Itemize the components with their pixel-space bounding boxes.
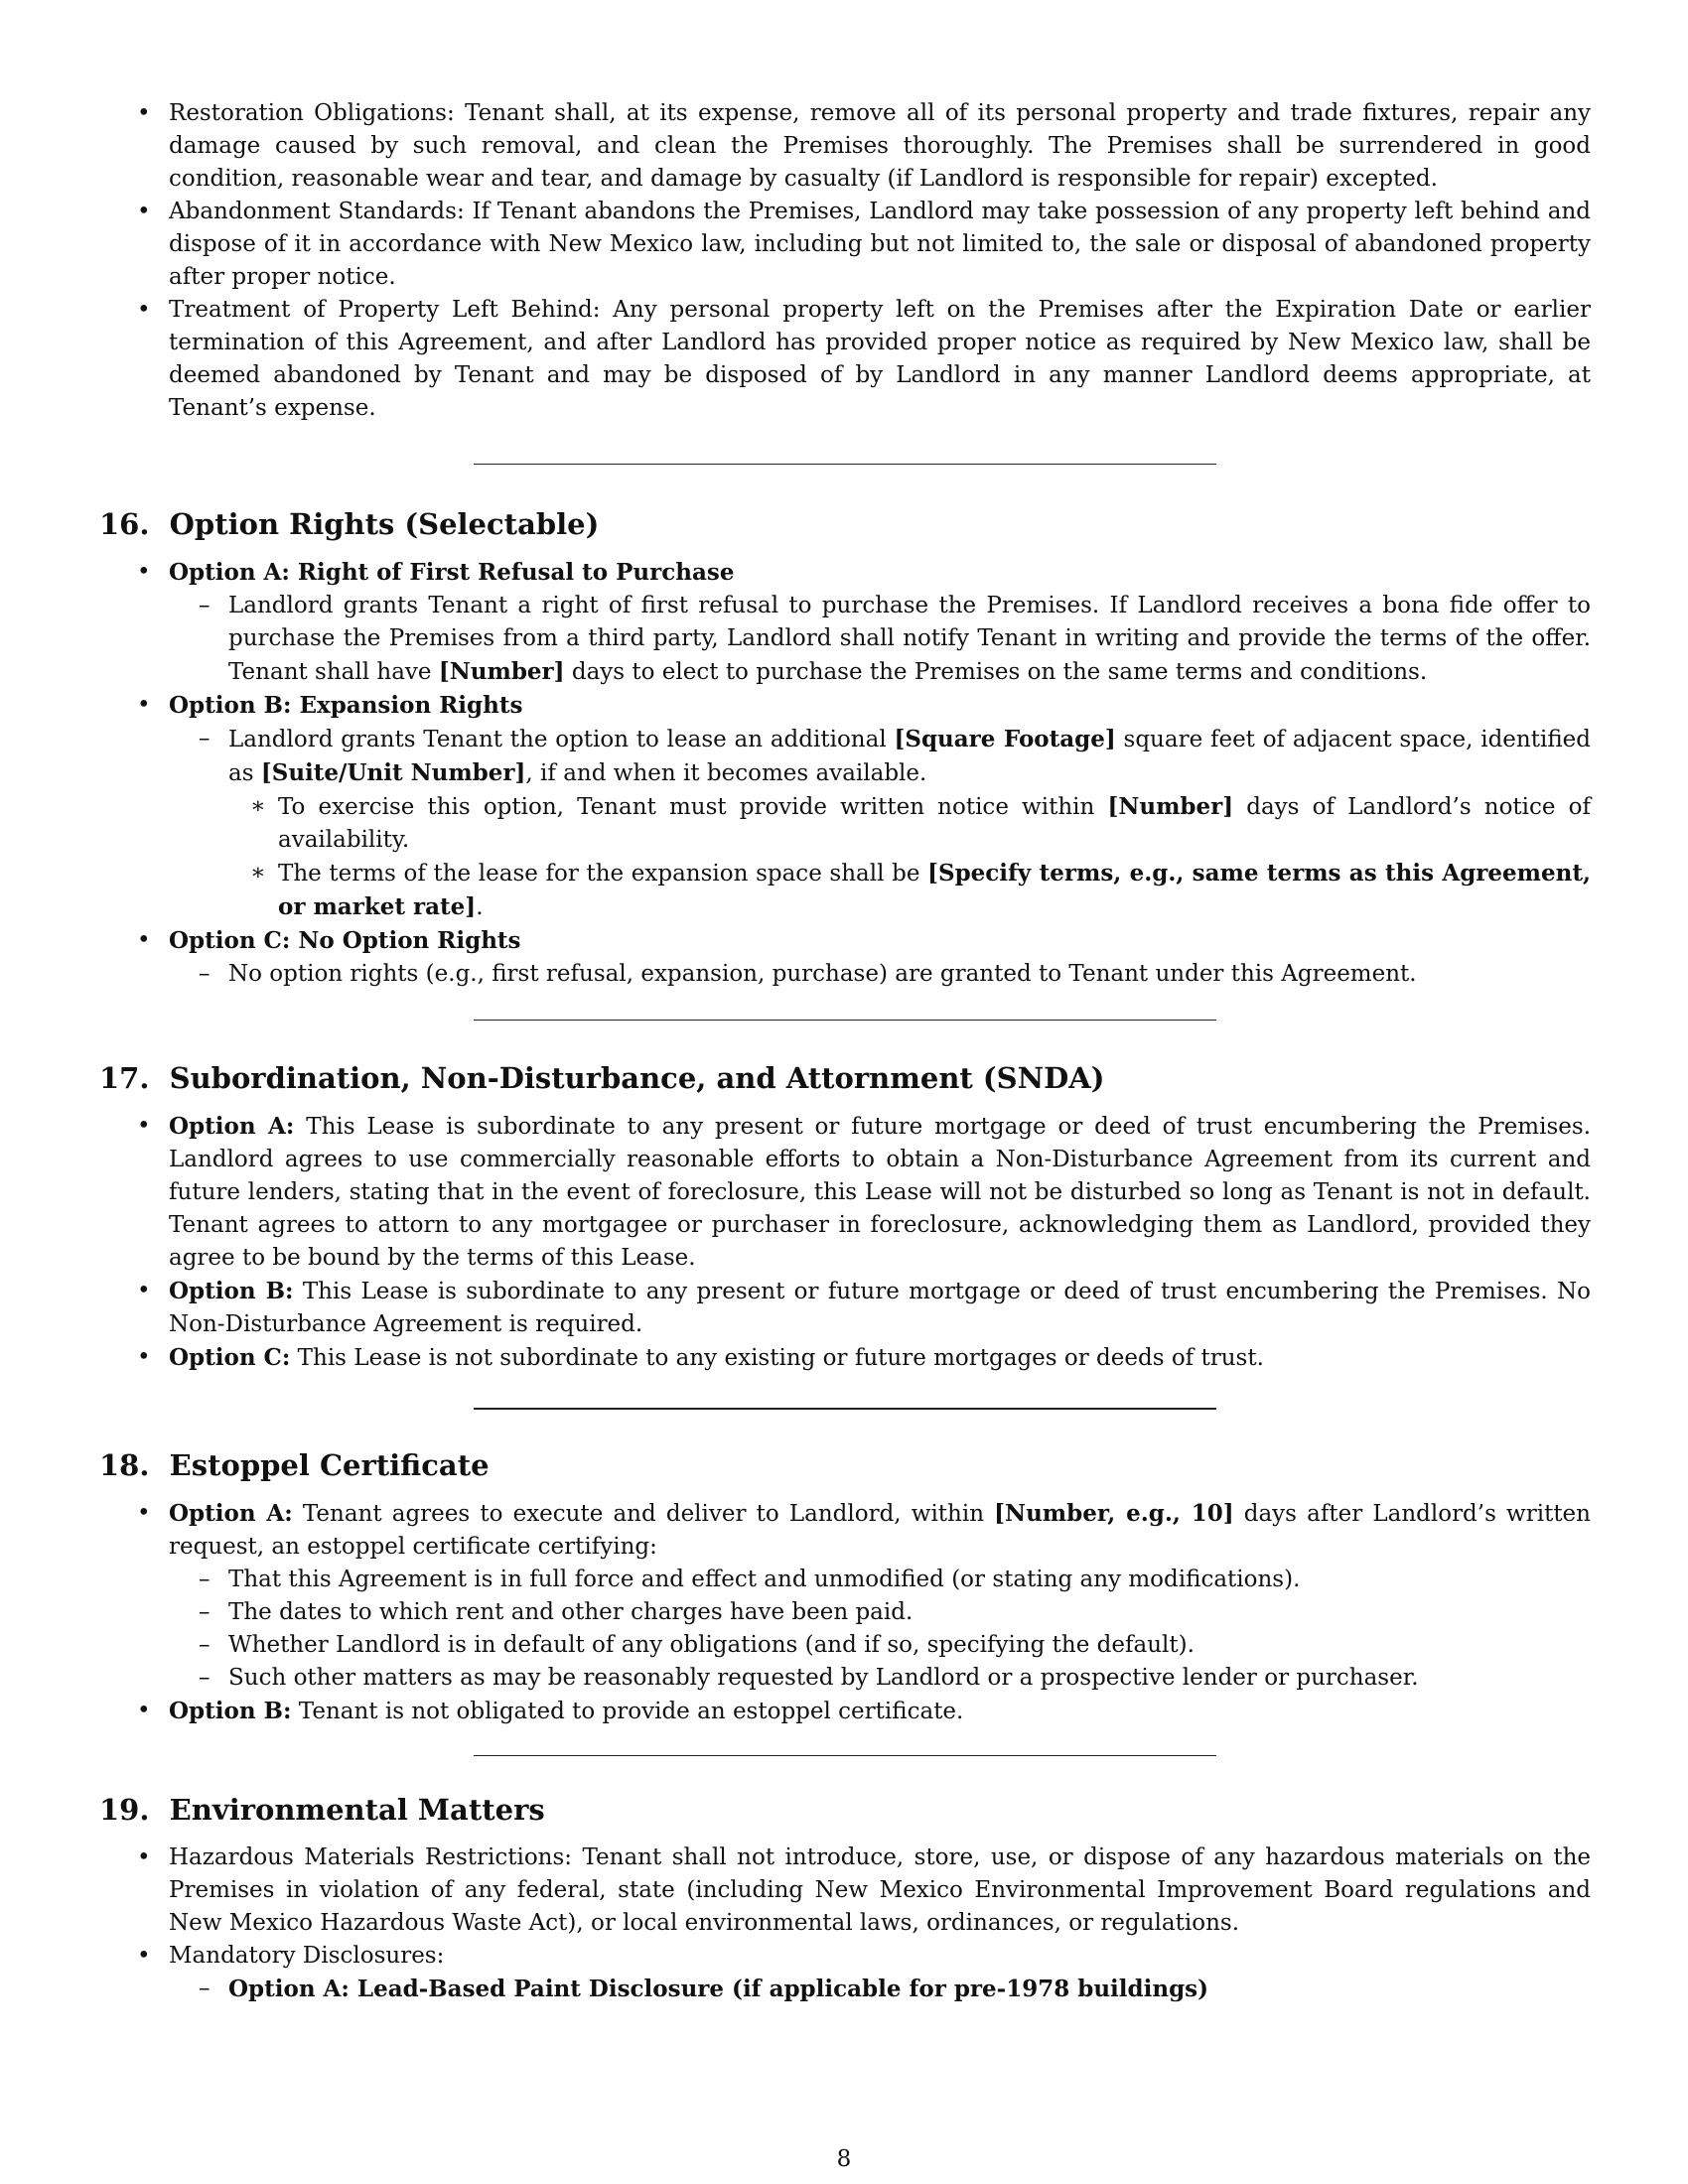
item-text: If Tenant abandons the Premises, Landlord may take possession of any property left behind and dispose of it in accordance with New Mexico law, including but not limited to, the sale or disposal of abandoned property after proper notice. (169, 199, 1591, 290)
text-run: days to elect to purchase the Premises on the same terms and conditions. (564, 659, 1428, 685)
option-label: Option A: Right of First Refusal to Purchase (169, 559, 735, 586)
option-label: Option B: Expansion Rights (169, 692, 523, 719)
item-lead: Restoration Obligations: (169, 100, 455, 126)
document-page (99, 97, 1591, 2006)
option-item (99, 924, 1591, 991)
option-sublist (169, 1973, 1591, 2006)
section-heading (99, 1445, 1591, 1485)
text-run: , if and when it becomes available. (525, 760, 927, 786)
text-run: days of Landlord’s notice of availability. (278, 794, 1591, 853)
section-title-text: Estoppel Certificate (169, 1448, 490, 1482)
option-sublist (169, 958, 1591, 991)
list-item (228, 857, 1591, 924)
option-label: Option B: (169, 1698, 292, 1724)
placeholder: [Square Footage] (894, 726, 1116, 752)
item-lead: Abandonment Standards: (169, 199, 465, 224)
text-run: square feet of adjacent space, identified as (228, 727, 1592, 786)
nested-sublist (228, 790, 1591, 924)
section-number: 19. (99, 1793, 150, 1827)
list-item: – Whether Landlord is in default of any obligations (and if so, specifying the default). (169, 1629, 1591, 1662)
text-run: This Lease is subordinate to any present or future mortgage or deed of trust encumbering the Premises. Landlord agrees to use commercially reasonable efforts to obtain a Non-Disturbance Agreement from its current and future lenders, stating that in the event of foreclosure, this Lease will not be disturbed so long as Tenant is not in default. Tenant agrees to attorn to any mortgagee or purchaser in foreclosure, acknowledging them as Landlord, provided they agree to be bound by the terms of this Lease. (169, 1114, 1591, 1271)
item-text: Any personal property left on the Premises after the Expiration Date or earlier termination of this Agreement, and after Landlord has provided proper notice as required by New Mexico law, shall be deemed abandoned by Tenant and may be disposed of by Landlord in any manner Landlord deems appropriate, at Tenant’s expense. (169, 297, 1591, 421)
option-item (99, 1497, 1591, 1695)
placeholder: [Number] (438, 658, 565, 685)
section-divider (474, 1020, 1216, 1021)
section-title-text: Subordination, Non-Disturbance, and Attornment (SNDA) (169, 1061, 1105, 1095)
list-item (99, 196, 1591, 294)
section-number: 17. (99, 1061, 150, 1095)
section-number: 16. (99, 507, 150, 541)
placeholder: [Specify terms, e.g., same terms as this Agreement, or market rate] (278, 860, 1591, 920)
list-item: – That this Agreement is in full force and effect and unmodified (or stating any modifications). (169, 1564, 1591, 1596)
list-item: – Such other matters as may be reasonably requested by Landlord or a prospective lender or purchaser. (169, 1662, 1591, 1695)
option-sublist (169, 723, 1591, 924)
option-sublist (169, 1564, 1591, 1695)
text-run: . (476, 894, 484, 920)
item-lead: Hazardous Materials Restrictions: (169, 1844, 573, 1870)
placeholder: [Suite/Unit Number] (260, 759, 526, 786)
text-run: Landlord grants Tenant a right of first refusal to purchase the Premises. If Landlord receives a bona fide offer to purchase the Premises from a third party, Landlord shall notify Tenant in writing and provide the terms of the offer. Tenant shall have (228, 593, 1591, 685)
option-item (99, 556, 1591, 689)
section-19-list (99, 1842, 1591, 2006)
option-label: Option A: (169, 1113, 295, 1140)
option-item (99, 1341, 1591, 1375)
item-lead: Mandatory Disclosures: (169, 1943, 445, 1969)
text-run: days after Landlord’s written request, an estoppel certificate certifying: (169, 1501, 1591, 1560)
section-divider (474, 1755, 1216, 1756)
text-run: To exercise this option, Tenant must provide written notice within (278, 794, 1108, 820)
section-heading (99, 1058, 1591, 1098)
section-15-list (99, 97, 1591, 425)
option-item (99, 1275, 1591, 1341)
section-heading (99, 1790, 1591, 1830)
list-item (169, 1973, 1591, 2006)
text-run: The terms of the lease for the expansion space shall be (278, 861, 928, 887)
option-label: Option C: (169, 1344, 291, 1371)
option-label: Option C: No Option Rights (169, 927, 521, 954)
option-sublist (169, 590, 1591, 689)
section-heading (99, 504, 1591, 544)
section-16-options (99, 556, 1591, 991)
list-item (228, 790, 1591, 857)
section-17-options (99, 1110, 1591, 1375)
option-label: Option A: (169, 1500, 293, 1527)
text-run: Tenant agrees to execute and deliver to Landlord, within (292, 1501, 995, 1527)
list-item (99, 1940, 1591, 2006)
list-item (169, 723, 1591, 924)
list-item: – No option rights (e.g., first refusal, expansion, purchase) are granted to Tenant under this Agreement. (169, 958, 1591, 991)
section-number: 18. (99, 1448, 150, 1482)
option-label: Option B: (169, 1278, 294, 1304)
item-lead: Treatment of Property Left Behind: (169, 297, 601, 323)
item-text: Tenant shall not introduce, store, use, or dispose of any hazardous materials on the Premises in violation of any federal, state (including New Mexico Environmental Improvement Board regulations and New Mexico Hazardous Waste Act), or local environmental laws, ordinances, or regulations. (169, 1844, 1591, 1936)
option-item (99, 1695, 1591, 1728)
section-title-text: Option Rights (Selectable) (169, 507, 600, 541)
text-run: Landlord grants Tenant the option to lease an additional (228, 727, 895, 752)
placeholder: [Number, e.g., 10] (994, 1500, 1234, 1527)
section-18-options (99, 1497, 1591, 1728)
placeholder: [Number] (1107, 793, 1234, 820)
section-divider (474, 464, 1216, 465)
text-run: This Lease is not subordinate to any existing or future mortgages or deeds of trust. (290, 1345, 1264, 1371)
option-item (99, 689, 1591, 924)
list-item (169, 590, 1591, 689)
page-number: 8 (836, 2146, 852, 2172)
option-item (99, 1110, 1591, 1275)
text-run: This Lease is subordinate to any present or future mortgage or deed of trust encumbering the Premises. No Non-Disturbance Agreement is required. (169, 1279, 1591, 1337)
text-run: Tenant is not obligated to provide an estoppel certificate. (291, 1699, 964, 1724)
section-divider (474, 1408, 1216, 1410)
list-item (99, 294, 1591, 425)
list-item (99, 1842, 1591, 1940)
option-label: Option A: Lead-Based Paint Disclosure (if applicable for pre-1978 buildings) (228, 1976, 1208, 2002)
item-text: Tenant shall, at its expense, remove all of its personal property and trade fixtures, repair any damage caused by such removal, and clean the Premises thoroughly. The Premises shall be surrendered in good condition, reasonable wear and tear, and damage by casualty (if Landlord is responsible for repair) excepted. (169, 100, 1592, 192)
list-item: – The dates to which rent and other charges have been paid. (169, 1596, 1591, 1629)
list-item (99, 97, 1591, 196)
section-title-text: Environmental Matters (169, 1793, 545, 1827)
